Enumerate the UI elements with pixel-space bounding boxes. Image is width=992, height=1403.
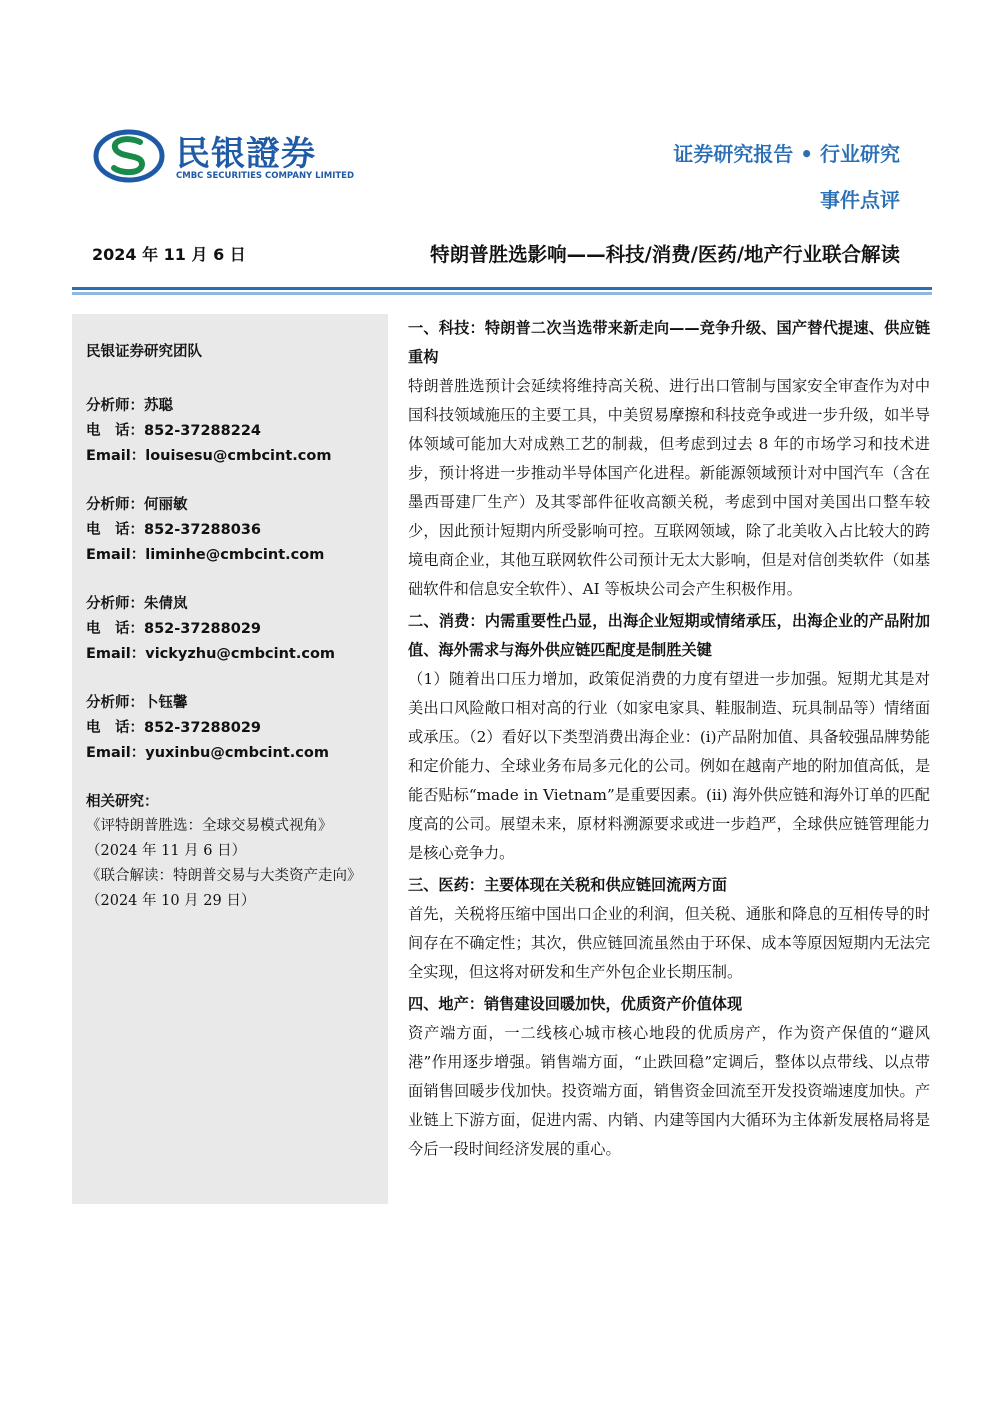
- team-name: 民银证券研究团队: [86, 344, 202, 360]
- analyst-card: [86, 493, 374, 568]
- section-heading-pharma: 三、医药：主要体现在关税和供应链回流两方面: [408, 876, 727, 894]
- analyst-card: [86, 592, 374, 667]
- report-type: 事件点评: [820, 188, 900, 212]
- analyst-name: 分析师：卜钰馨: [86, 695, 188, 711]
- company-logo: [92, 124, 355, 188]
- logo-emblem-icon: [92, 128, 166, 184]
- analyst-phone: 电 话：852-37288029: [86, 621, 261, 637]
- report-category: 证券研究报告 • 行业研究: [673, 142, 900, 166]
- related-research-label: 相关研究：: [86, 794, 159, 810]
- analyst-email[interactable]: Email：vickyzhu@cmbcint.com: [86, 646, 336, 662]
- report-date: 2024 年 11 月 6 日: [92, 245, 246, 264]
- analyst-phone: 电 话：852-37288036: [86, 522, 261, 538]
- analyst-card: [86, 691, 374, 766]
- section-heading-tech: 一、科技：特朗普二次当选带来新走向——竞争升级、国产替代提速、供应链重构: [408, 319, 930, 366]
- section-paragraph: （1）随着出口压力增加，政策促消费的力度有望进一步加强。短期尤其是对美出口风险敞口相对高的行业（如家电家具、鞋服制造、玩具制品等）情绪面或承压。（2）看好以下类型消费出海企业：(i)产品附加值、具备较强品牌势能和定价能力、全球业务布局多元化的公司。例如在越南产地的附加值高低，是能否贴标“made in Vietnam”是重要因素。(ii) 海外供应链和海外订单的匹配度高的公司。展望未来，原材料溯源要求或进一步趋严，全球供应链管理能力是核心竞争力。: [408, 670, 930, 862]
- analyst-phone: 电 话：852-37288224: [86, 423, 261, 439]
- analyst-card: [86, 394, 374, 469]
- analyst-name: 分析师：苏聪: [86, 398, 173, 414]
- analyst-sidebar: [72, 314, 388, 1204]
- analyst-name: 分析师：何丽敏: [86, 497, 188, 513]
- header-divider: [72, 287, 932, 290]
- section-heading-property: 四、地产：销售建设回暖加快，优质资产价值体现: [408, 995, 743, 1013]
- analyst-name: 分析师：朱倩岚: [86, 596, 188, 612]
- report-title: 特朗普胜选影响——科技/消费/医药/地产行业联合解读: [430, 243, 900, 266]
- section-paragraph: 特朗普胜选预计会延续将维持高关税、进行出口管制与国家安全审查作为对中国科技领域施压的主要工具，中美贸易摩擦和科技竞争或进一步升级，如半导体领域可能加大对成熟工艺的制裁，但考虑到过去 8 年的市场学习和技术进步，预计将进一步推动半导体国产化进程。新能源领域预计对中国汽车（含在墨西哥建厂生产）及其零部件征收高额关税，考虑到中国对美国出口整车较少，因此预计短期内所受影响可控。互联网领域，除了北美收入占比较大的跨境电商企业，其他互联网软件公司预计无太大影响，但是对信创类软件（如基础软件和信息安全软件）、AI 等板块公司会产生积极作用。: [408, 377, 930, 598]
- related-research-item[interactable]: 《评特朗普胜选：全球交易模式视角》（2024 年 11 月 6 日）: [86, 818, 333, 859]
- related-research-item[interactable]: 《联合解读：特朗普交易与大类资产走向》（2024 年 10 月 29 日）: [86, 868, 362, 909]
- logo-name-en: CMBC SECURITIES COMPANY LIMITED: [176, 171, 355, 181]
- section-paragraph: 资产端方面，一二线核心城市核心地段的优质房产，作为资产保值的“避风港”作用逐步增强。销售端方面，“止跌回稳”定调后，整体以点带线、以点带面销售回暖步伐加快。投资端方面，销售资金回流至开发投资端速度加快。产业链上下游方面，促进内需、内销、内建等国内大循环为主体新发展格局将是今后一段时间经济发展的重心。: [408, 1024, 930, 1158]
- report-body: [408, 314, 930, 1167]
- section-heading-consumer: 二、消费：内需重要性凸显，出海企业短期或情绪承压，出海企业的产品附加值、海外需求与海外供应链匹配度是制胜关键: [408, 612, 930, 659]
- section-paragraph: 首先，关税将压缩中国出口企业的利润，但关税、通胀和降息的互相传导的时间存在不确定性；其次，供应链回流虽然由于环保、成本等原因短期内无法完全实现，但这将对研发和生产外包企业长期压制。: [408, 905, 930, 981]
- logo-name-cn: 民银證券: [176, 134, 316, 174]
- header-divider-light: [72, 292, 932, 295]
- analyst-email[interactable]: Email：yuxinbu@cmbcint.com: [86, 745, 329, 761]
- analyst-email[interactable]: Email：louisesu@cmbcint.com: [86, 448, 332, 464]
- analyst-phone: 电 话：852-37288029: [86, 720, 261, 736]
- analyst-email[interactable]: Email：liminhe@cmbcint.com: [86, 547, 325, 563]
